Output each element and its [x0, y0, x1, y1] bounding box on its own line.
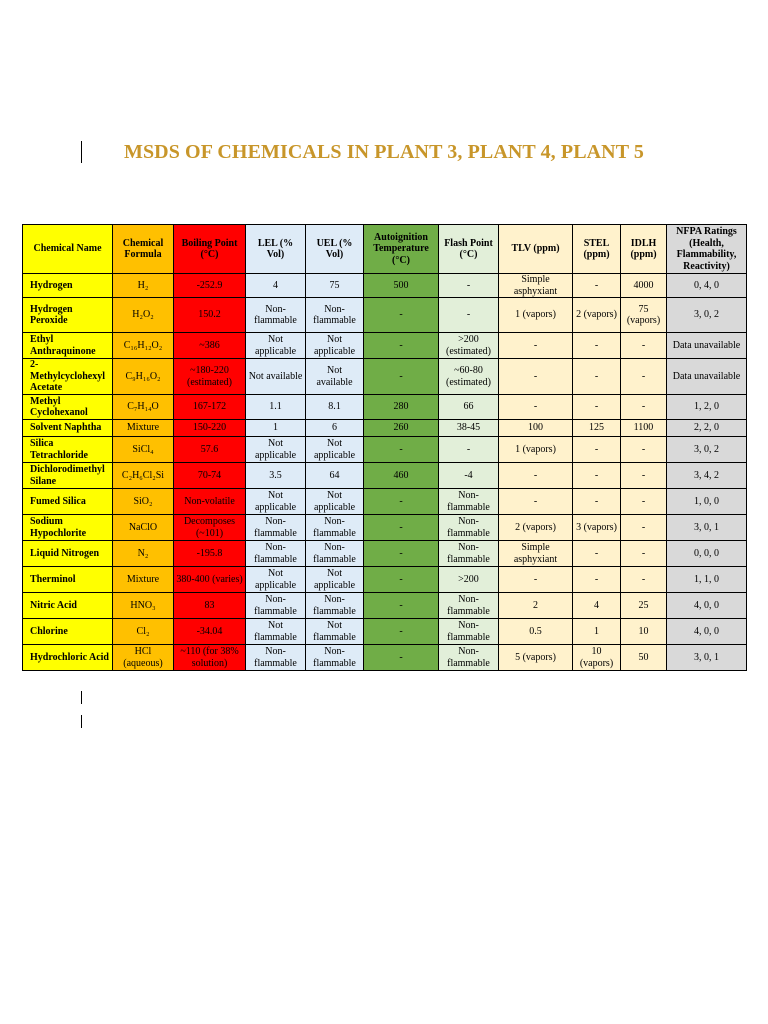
- cell-tlv: 5 (vapors): [499, 645, 573, 671]
- cell-lel: 1: [246, 420, 306, 437]
- cell-tlv: 2: [499, 593, 573, 619]
- cell-tlv: -: [499, 463, 573, 489]
- header-boiling-point: Boiling Point (°C): [174, 225, 246, 274]
- cell-chemical-formula: Mixture: [113, 420, 174, 437]
- cell-autoignition: -: [364, 333, 439, 359]
- header-uel: UEL (% Vol): [306, 225, 364, 274]
- cell-chemical-formula: C₉H₁₆O₂: [113, 359, 174, 395]
- cell-idlh: -: [621, 463, 667, 489]
- cell-lel: Non-flammable: [246, 298, 306, 333]
- cell-lel: Not available: [246, 359, 306, 395]
- cell-chemical-formula: H₂: [113, 274, 174, 298]
- cell-uel: 8.1: [306, 395, 364, 420]
- cell-stel: -: [573, 541, 621, 567]
- header-flash-point: Flash Point (°C): [439, 225, 499, 274]
- cell-idlh: -: [621, 541, 667, 567]
- cell-chemical-name: Sodium Hypochlorite: [23, 515, 113, 541]
- cell-nfpa: 1, 0, 0: [667, 489, 747, 515]
- cell-idlh: -: [621, 567, 667, 593]
- cell-stel: -: [573, 274, 621, 298]
- text-cursor: [81, 715, 82, 728]
- cell-chemical-formula: Cl₂: [113, 619, 174, 645]
- header-tlv: TLV (ppm): [499, 225, 573, 274]
- cell-boiling-point: 57.6: [174, 437, 246, 463]
- cell-boiling-point: 380-400 (varies): [174, 567, 246, 593]
- cell-autoignition: -: [364, 567, 439, 593]
- cell-nfpa: 2, 2, 0: [667, 420, 747, 437]
- table-row: [23, 593, 747, 619]
- cell-flash-point: -: [439, 298, 499, 333]
- cell-uel: Not applicable: [306, 437, 364, 463]
- cell-idlh: 50: [621, 645, 667, 671]
- cell-autoignition: -: [364, 645, 439, 671]
- document-title: MSDS OF CHEMICALS IN PLANT 3, PLANT 4, PLANT 5: [123, 141, 645, 163]
- cell-flash-point: >200: [439, 567, 499, 593]
- cell-autoignition: -: [364, 541, 439, 567]
- cell-chemical-name: Dichlorodimethyl Silane: [23, 463, 113, 489]
- cell-flash-point: Non-flammable: [439, 645, 499, 671]
- header-idlh: IDLH (ppm): [621, 225, 667, 274]
- cell-uel: 75: [306, 274, 364, 298]
- cell-boiling-point: ~110 (for 38% solution): [174, 645, 246, 671]
- cell-chemical-formula: C₁₆H₁₂O₂: [113, 333, 174, 359]
- cell-chemical-formula: N₂: [113, 541, 174, 567]
- cell-uel: Non-flammable: [306, 515, 364, 541]
- table-row: [23, 541, 747, 567]
- cell-uel: Not applicable: [306, 567, 364, 593]
- header-stel: STEL (ppm): [573, 225, 621, 274]
- cell-chemical-formula: Mixture: [113, 567, 174, 593]
- cell-uel: 6: [306, 420, 364, 437]
- cell-flash-point: Non-flammable: [439, 489, 499, 515]
- cell-idlh: 4000: [621, 274, 667, 298]
- cell-idlh: -: [621, 489, 667, 515]
- cell-tlv: 0.5: [499, 619, 573, 645]
- table-row: [23, 274, 747, 298]
- cell-tlv: 2 (vapors): [499, 515, 573, 541]
- cell-lel: 3.5: [246, 463, 306, 489]
- cell-flash-point: 66: [439, 395, 499, 420]
- cell-chemical-formula: C₇H₁₄O: [113, 395, 174, 420]
- cell-tlv: -: [499, 395, 573, 420]
- table-row: [23, 298, 747, 333]
- cell-lel: Not flammable: [246, 619, 306, 645]
- cell-lel: Non-flammable: [246, 541, 306, 567]
- cell-tlv: Simple asphyxiant: [499, 541, 573, 567]
- cell-idlh: 25: [621, 593, 667, 619]
- cell-chemical-formula: SiCl₄: [113, 437, 174, 463]
- cell-flash-point: Non-flammable: [439, 619, 499, 645]
- cell-boiling-point: -252.9: [174, 274, 246, 298]
- cell-nfpa: 3, 0, 2: [667, 298, 747, 333]
- cell-boiling-point: Decomposes (~101): [174, 515, 246, 541]
- cell-chemical-formula: NaClO: [113, 515, 174, 541]
- cell-autoignition: -: [364, 619, 439, 645]
- table-row: [23, 463, 747, 489]
- cell-idlh: -: [621, 333, 667, 359]
- table-row: [23, 489, 747, 515]
- cell-stel: -: [573, 395, 621, 420]
- cell-autoignition: 280: [364, 395, 439, 420]
- cell-lel: Not applicable: [246, 489, 306, 515]
- cell-boiling-point: 70-74: [174, 463, 246, 489]
- cell-boiling-point: 150-220: [174, 420, 246, 437]
- cell-autoignition: -: [364, 515, 439, 541]
- cell-idlh: -: [621, 515, 667, 541]
- cell-stel: -: [573, 489, 621, 515]
- cell-tlv: -: [499, 359, 573, 395]
- cell-autoignition: -: [364, 298, 439, 333]
- cell-idlh: 10: [621, 619, 667, 645]
- cell-lel: Not applicable: [246, 567, 306, 593]
- header-nfpa: NFPA Ratings (Health, Flammability, Reactivity): [667, 225, 747, 274]
- cell-idlh: 1100: [621, 420, 667, 437]
- cell-chemical-name: Hydrogen Peroxide: [23, 298, 113, 333]
- table-row: [23, 420, 747, 437]
- cell-uel: Non-flammable: [306, 298, 364, 333]
- table-row: [23, 515, 747, 541]
- cell-boiling-point: 83: [174, 593, 246, 619]
- cell-lel: Not applicable: [246, 333, 306, 359]
- cell-flash-point: -4: [439, 463, 499, 489]
- cell-chemical-name: Chlorine: [23, 619, 113, 645]
- cell-chemical-name: Liquid Nitrogen: [23, 541, 113, 567]
- cell-boiling-point: Non-volatile: [174, 489, 246, 515]
- table-row: [23, 619, 747, 645]
- cell-nfpa: 1, 1, 0: [667, 567, 747, 593]
- cell-flash-point: 38-45: [439, 420, 499, 437]
- cell-nfpa: 3, 0, 1: [667, 645, 747, 671]
- cell-autoignition: -: [364, 359, 439, 395]
- cell-uel: Not flammable: [306, 619, 364, 645]
- cell-nfpa: 4, 0, 0: [667, 619, 747, 645]
- cell-nfpa: 0, 4, 0: [667, 274, 747, 298]
- cell-boiling-point: ~180-220 (estimated): [174, 359, 246, 395]
- cell-uel: Not applicable: [306, 489, 364, 515]
- cell-chemical-name: Fumed Silica: [23, 489, 113, 515]
- cell-stel: 1: [573, 619, 621, 645]
- cell-flash-point: Non-flammable: [439, 541, 499, 567]
- cell-chemical-name: Therminol: [23, 567, 113, 593]
- cell-chemical-name: Methyl Cyclohexanol: [23, 395, 113, 420]
- cell-nfpa: 4, 0, 0: [667, 593, 747, 619]
- cell-tlv: Simple asphyxiant: [499, 274, 573, 298]
- cell-chemical-name: Ethyl Anthraquinone: [23, 333, 113, 359]
- cell-boiling-point: 167-172: [174, 395, 246, 420]
- cell-stel: 2 (vapors): [573, 298, 621, 333]
- cell-nfpa: 3, 0, 1: [667, 515, 747, 541]
- cell-flash-point: Non-flammable: [439, 515, 499, 541]
- table-row: [23, 333, 747, 359]
- cell-idlh: 75 (vapors): [621, 298, 667, 333]
- header-lel: LEL (% Vol): [246, 225, 306, 274]
- cell-chemical-name: Silica Tetrachloride: [23, 437, 113, 463]
- cell-autoignition: -: [364, 593, 439, 619]
- msds-table: [22, 224, 747, 671]
- cell-tlv: 1 (vapors): [499, 437, 573, 463]
- cell-flash-point: Non-flammable: [439, 593, 499, 619]
- table-row: [23, 359, 747, 395]
- cell-chemical-name: Solvent Naphtha: [23, 420, 113, 437]
- cell-stel: -: [573, 463, 621, 489]
- cell-tlv: -: [499, 333, 573, 359]
- table-row: [23, 395, 747, 420]
- cell-autoignition: -: [364, 489, 439, 515]
- cell-lel: Non-flammable: [246, 645, 306, 671]
- cell-chemical-name: Hydrochloric Acid: [23, 645, 113, 671]
- cell-uel: Not applicable: [306, 333, 364, 359]
- cell-lel: Non-flammable: [246, 515, 306, 541]
- cell-chemical-formula: C₂H₆Cl₂Si: [113, 463, 174, 489]
- cell-tlv: 1 (vapors): [499, 298, 573, 333]
- cell-tlv: -: [499, 489, 573, 515]
- header-chemical-name: Chemical Name: [23, 225, 113, 274]
- cell-nfpa: 0, 0, 0: [667, 541, 747, 567]
- cell-stel: 3 (vapors): [573, 515, 621, 541]
- cell-chemical-name: Hydrogen: [23, 274, 113, 298]
- cell-autoignition: -: [364, 437, 439, 463]
- cell-boiling-point: -34.04: [174, 619, 246, 645]
- cell-autoignition: 500: [364, 274, 439, 298]
- cell-uel: Non-flammable: [306, 593, 364, 619]
- cell-lel: Not applicable: [246, 437, 306, 463]
- cell-idlh: -: [621, 437, 667, 463]
- cell-autoignition: 460: [364, 463, 439, 489]
- cell-stel: 125: [573, 420, 621, 437]
- cell-nfpa: 3, 0, 2: [667, 437, 747, 463]
- cell-flash-point: -: [439, 274, 499, 298]
- text-cursor: [81, 691, 82, 704]
- cell-stel: -: [573, 567, 621, 593]
- cell-flash-point: ~60-80 (estimated): [439, 359, 499, 395]
- cell-idlh: -: [621, 395, 667, 420]
- cell-nfpa: 3, 4, 2: [667, 463, 747, 489]
- cell-flash-point: >200 (estimated): [439, 333, 499, 359]
- cell-stel: -: [573, 333, 621, 359]
- cell-uel: Non-flammable: [306, 645, 364, 671]
- cell-nfpa: Data unavailable: [667, 359, 747, 395]
- cell-chemical-formula: HCl (aqueous): [113, 645, 174, 671]
- cell-lel: 1.1: [246, 395, 306, 420]
- table-header-row: [23, 225, 747, 274]
- cell-chemical-formula: HNO₃: [113, 593, 174, 619]
- cell-tlv: 100: [499, 420, 573, 437]
- cell-lel: 4: [246, 274, 306, 298]
- cell-boiling-point: -195.8: [174, 541, 246, 567]
- cell-boiling-point: ~386: [174, 333, 246, 359]
- cell-stel: -: [573, 359, 621, 395]
- cell-uel: Non-flammable: [306, 541, 364, 567]
- cell-uel: Not available: [306, 359, 364, 395]
- cell-tlv: -: [499, 567, 573, 593]
- table-row: [23, 645, 747, 671]
- cell-chemical-formula: SiO₂: [113, 489, 174, 515]
- cell-chemical-name: Nitric Acid: [23, 593, 113, 619]
- cell-lel: Non-flammable: [246, 593, 306, 619]
- cell-nfpa: 1, 2, 0: [667, 395, 747, 420]
- cell-idlh: -: [621, 359, 667, 395]
- cell-stel: 10 (vapors): [573, 645, 621, 671]
- cell-stel: -: [573, 437, 621, 463]
- header-autoignition: Autoignition Temperature (°C): [364, 225, 439, 274]
- cell-uel: 64: [306, 463, 364, 489]
- cell-chemical-name: 2-Methylcyclohexyl Acetate: [23, 359, 113, 395]
- cell-chemical-formula: H₂O₂: [113, 298, 174, 333]
- cell-boiling-point: 150.2: [174, 298, 246, 333]
- header-chemical-formula: Chemical Formula: [113, 225, 174, 274]
- cell-stel: 4: [573, 593, 621, 619]
- cell-autoignition: 260: [364, 420, 439, 437]
- table-row: [23, 437, 747, 463]
- table-row: [23, 567, 747, 593]
- cell-nfpa: Data unavailable: [667, 333, 747, 359]
- cell-flash-point: -: [439, 437, 499, 463]
